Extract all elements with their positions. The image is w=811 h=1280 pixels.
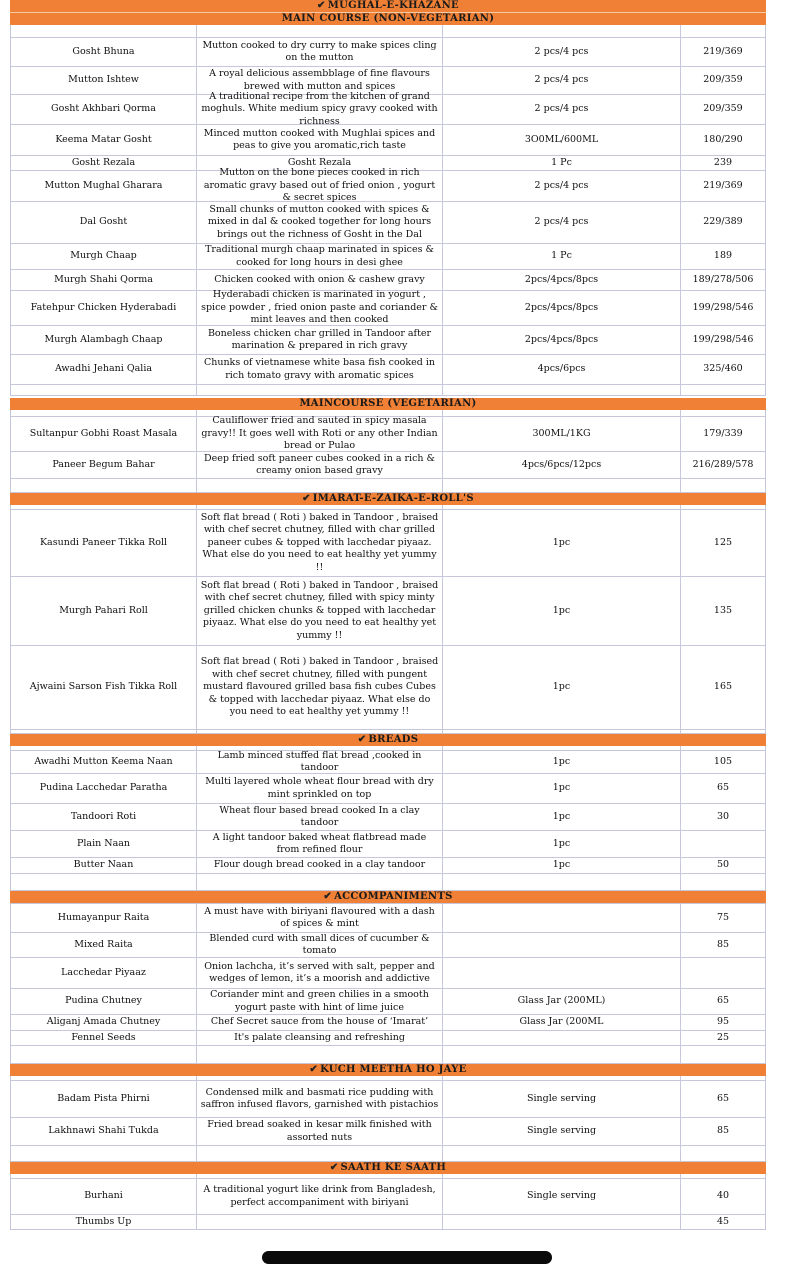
menu-item-row <box>10 167 766 204</box>
item-description: Hyderabadi chicken is marinated in yogurt , spice powder , fried onion paste and coriander & mint leaves and then cooked <box>197 291 443 325</box>
item-price: 189/278/506 <box>681 270 766 290</box>
item-name: Kasundi Paneer Tikka Roll <box>10 510 197 576</box>
item-name: Paneer Begum Bahar <box>10 452 197 478</box>
section-title: ACCOMPANIMENTS <box>334 891 453 902</box>
section-title-line <box>10 0 766 12</box>
item-quantity: 1 Pc <box>443 156 681 170</box>
checkmark-icon: ✔ <box>357 734 367 745</box>
spacer-cell <box>197 874 443 890</box>
section-title-line <box>10 734 766 746</box>
section-header <box>10 398 766 410</box>
menu-item-row <box>10 90 766 127</box>
checkmark-icon: ✔ <box>302 493 311 504</box>
spacer-cell <box>10 479 197 492</box>
section-header <box>10 1162 766 1174</box>
section-title-line <box>10 493 766 505</box>
item-price: 189 <box>681 244 766 269</box>
item-quantity: 3O0ML/600ML <box>443 125 681 155</box>
menu-item-row <box>10 125 766 156</box>
menu-item-row <box>10 270 766 291</box>
spacer-cell <box>443 385 681 395</box>
item-quantity: 1 Pc <box>443 244 681 269</box>
spacer-cell <box>10 25 197 37</box>
item-description: Lamb minced stuffed flat bread ,cooked in tandoor <box>197 751 443 773</box>
item-description: Deep fried soft paneer cubes cooked in a rich & creamy onion based gravy <box>197 452 443 478</box>
item-name: Murgh Pahari Roll <box>10 577 197 645</box>
menu-item-row <box>10 774 766 804</box>
spacer-cell <box>10 410 197 416</box>
item-description: Soft flat bread ( Roti ) baked in Tandoor , braised with chef secret chutney, filled with spicy minty grilled chicken chunks & topped with lacchedar piyaaz. What else do you need to eat healthy yet yummy !! <box>197 577 443 645</box>
spacer-cell <box>197 730 443 733</box>
menu-item-row <box>10 646 766 730</box>
item-price: 180/290 <box>681 125 766 155</box>
spacer-cell <box>197 1046 443 1063</box>
table-spacer-row <box>10 1046 766 1064</box>
item-name: Butter Naan <box>10 858 197 873</box>
menu-item-row <box>10 452 766 479</box>
section-header <box>10 493 766 505</box>
menu-section <box>10 1162 766 1230</box>
item-price: 209/359 <box>681 95 766 124</box>
item-price: 325/460 <box>681 355 766 384</box>
item-price: 30 <box>681 804 766 830</box>
item-description: Soft flat bread ( Roti ) baked in Tandoor , braised with chef secret chutney, filled with pungent mustard flavoured grilled basa fish cubes Cubes & topped with lacchedar piyaaz. What else do you need to eat healthy yet yummy !! <box>197 646 443 729</box>
item-name: Mutton Ishtew <box>10 67 197 94</box>
item-description: Minced mutton cooked with Mughlai spices and peas to give you aromatic,rich taste <box>197 125 443 155</box>
item-quantity: 1pc <box>443 751 681 773</box>
item-price: 65 <box>681 774 766 803</box>
item-name: Aliganj Amada Chutney <box>10 1015 197 1030</box>
section-header <box>10 891 766 903</box>
spacer-cell <box>443 874 681 890</box>
item-description <box>197 1215 443 1229</box>
menu-item-row <box>10 417 766 452</box>
item-description: A traditional yogurt like drink from Bangladesh, perfect accompaniment with biriyani <box>197 1179 443 1214</box>
checkmark-icon: ✔ <box>323 891 333 902</box>
item-quantity: 2 pcs/4 pcs <box>443 95 681 124</box>
spacer-cell <box>681 385 766 395</box>
item-name: Badam Pista Phirni <box>10 1081 197 1117</box>
menu-item-row <box>10 355 766 385</box>
spacer-cell <box>197 479 443 492</box>
menu-item-row <box>10 904 766 933</box>
item-quantity: Single serving <box>443 1179 681 1214</box>
menu-item-row <box>10 751 766 774</box>
menu-item-row <box>10 1118 766 1146</box>
item-name: Dal Gosht <box>10 202 197 243</box>
spacer-cell <box>443 479 681 492</box>
item-quantity: 300ML/1KG <box>443 417 681 451</box>
spacer-cell <box>10 730 197 733</box>
item-name: Keema Matar Gosht <box>10 125 197 155</box>
item-description: Blended curd with small dices of cucumber & tomato <box>197 933 443 957</box>
item-description: Small chunks of mutton cooked with spices & mixed in dal & cooked together for long hours brings out the richness of Gosht in the Dal <box>197 202 443 243</box>
section-title-line <box>10 1064 766 1076</box>
item-description: Gosht Rezala <box>197 156 443 170</box>
item-name: Lacchedar Piyaaz <box>10 958 197 988</box>
table-spacer-row <box>10 25 766 38</box>
item-price: 95 <box>681 1015 766 1030</box>
item-name: Fennel Seeds <box>10 1031 197 1045</box>
item-description: Chicken cooked with onion & cashew gravy <box>197 270 443 290</box>
item-quantity: 2pcs/4pcs/8pcs <box>443 326 681 354</box>
spacer-cell <box>10 1174 197 1178</box>
menu-item-row <box>10 831 766 858</box>
home-indicator-bar[interactable] <box>262 1251 552 1264</box>
menu-section <box>10 734 766 891</box>
spacer-cell <box>681 874 766 890</box>
item-name: Fatehpur Chicken Hyderabadi <box>10 291 197 325</box>
item-description: A royal delicious assembblage of fine flavours brewed with mutton and spices <box>197 67 443 94</box>
spacer-cell <box>10 1076 197 1080</box>
item-price <box>681 831 766 857</box>
spacer-cell <box>197 25 443 37</box>
section-header <box>10 734 766 746</box>
item-name: Mixed Raita <box>10 933 197 957</box>
item-name: Gosht Bhuna <box>10 38 197 66</box>
item-quantity: 1pc <box>443 831 681 857</box>
item-quantity <box>443 904 681 932</box>
menu-item-row <box>10 202 766 244</box>
item-name: Gosht Rezala <box>10 156 197 170</box>
item-name: Murgh Shahi Qorma <box>10 270 197 290</box>
item-price: 85 <box>681 1118 766 1145</box>
menu-item-row <box>10 1031 766 1046</box>
item-description: Chunks of vietnamese white basa fish cooked in rich tomato gravy with aromatic spices <box>197 355 443 384</box>
item-quantity: Single serving <box>443 1081 681 1117</box>
item-name: Awadhi Jehani Qalia <box>10 355 197 384</box>
section-title: MUGHAL-E-KHAZANE <box>327 0 459 11</box>
item-description: Onion lachcha, it’s served with salt, pepper and wedges of lemon, it’s a moorish and addictive <box>197 958 443 988</box>
table-spacer-row <box>10 479 766 493</box>
spacer-cell <box>197 1146 443 1161</box>
item-quantity: 2 pcs/4 pcs <box>443 171 681 201</box>
item-price: 40 <box>681 1179 766 1214</box>
menu-item-row <box>10 1015 766 1031</box>
menu-document <box>10 0 766 1230</box>
spacer-cell <box>681 730 766 733</box>
table-spacer-row <box>10 874 766 891</box>
section-title-line <box>10 398 766 410</box>
item-name: Plain Naan <box>10 831 197 857</box>
item-name: Pudina Lacchedar Paratha <box>10 774 197 803</box>
item-description: Fried bread soaked in kesar milk finished with assorted nuts <box>197 1118 443 1145</box>
menu-item-row <box>10 38 766 67</box>
item-price: 239 <box>681 156 766 170</box>
menu-section <box>10 398 766 493</box>
menu-item-row <box>10 989 766 1015</box>
item-name: Burhani <box>10 1179 197 1214</box>
item-description: Condensed milk and basmati rice pudding with saffron infused flavors, garnished with pistachios <box>197 1081 443 1117</box>
item-quantity: 2 pcs/4 pcs <box>443 38 681 66</box>
section-title: SAATH KE SAATH <box>340 1162 447 1173</box>
item-description: Chef Secret sauce from the house of ‘Imarat’ <box>197 1015 443 1030</box>
spacer-cell <box>197 385 443 395</box>
item-price: 199/298/546 <box>681 326 766 354</box>
item-name: Awadhi Mutton Keema Naan <box>10 751 197 773</box>
item-price: 45 <box>681 1215 766 1229</box>
section-subtitle: MAIN COURSE (NON-VEGETARIAN) <box>10 12 766 25</box>
spacer-cell <box>10 1046 197 1063</box>
spacer-cell <box>10 746 197 750</box>
item-name: Thumbs Up <box>10 1215 197 1229</box>
section-title: BREADS <box>368 734 419 745</box>
spacer-cell <box>10 874 197 890</box>
item-price: 229/389 <box>681 202 766 243</box>
item-quantity: 1pc <box>443 510 681 576</box>
menu-item-row <box>10 958 766 989</box>
item-description: Mutton on the bone pieces cooked in rich aromatic gravy based out of fried onion , yogurt & secret spices <box>197 171 443 201</box>
section-title-line <box>10 1162 766 1174</box>
item-price: 219/369 <box>681 38 766 66</box>
item-name: Mutton Mughal Gharara <box>10 171 197 201</box>
item-price: 216/289/578 <box>681 452 766 478</box>
spacer-cell <box>10 1146 197 1161</box>
spacer-cell <box>197 1174 443 1178</box>
spacer-cell <box>443 746 681 750</box>
spacer-cell <box>681 1046 766 1063</box>
item-description: A must have with biriyani flavoured with a dash of spices & mint <box>197 904 443 932</box>
section-header <box>10 0 766 25</box>
menu-item-row <box>10 577 766 646</box>
menu-item-row <box>10 804 766 831</box>
spacer-cell <box>681 1146 766 1161</box>
item-description: Traditional murgh chaap marinated in spices & cooked for long hours in desi ghee <box>197 244 443 269</box>
item-description: It's palate cleansing and refreshing <box>197 1031 443 1045</box>
spacer-cell <box>681 25 766 37</box>
spacer-cell <box>443 1046 681 1063</box>
item-quantity: 1pc <box>443 577 681 645</box>
item-description: Coriander mint and green chilies in a smooth yogurt paste with hint of lime juice <box>197 989 443 1014</box>
section-title: MAINCOURSE (VEGETARIAN) <box>299 398 477 409</box>
spacer-cell <box>681 410 766 416</box>
menu-item-row <box>10 933 766 958</box>
menu-item-row <box>10 244 766 270</box>
item-description: Multi layered whole wheat flour bread with dry mint sprinkled on top <box>197 774 443 803</box>
item-description: Mutton cooked to dry curry to make spices cling on the mutton <box>197 38 443 66</box>
menu-item-row <box>10 1179 766 1215</box>
item-quantity <box>443 1031 681 1045</box>
item-price: 105 <box>681 751 766 773</box>
table-spacer-row <box>10 385 766 396</box>
spacer-cell <box>681 1076 766 1080</box>
menu-section <box>10 0 766 396</box>
section-header <box>10 1064 766 1076</box>
item-quantity: 2pcs/4pcs/8pcs <box>443 291 681 325</box>
item-quantity: 1pc <box>443 858 681 873</box>
item-description: Boneless chicken char grilled in Tandoor after marination & prepared in rich gravy <box>197 326 443 354</box>
spacer-cell <box>443 25 681 37</box>
spacer-cell <box>10 385 197 395</box>
menu-item-row <box>10 291 766 326</box>
menu-item-row <box>10 510 766 577</box>
item-name: Sultanpur Gobhi Roast Masala <box>10 417 197 451</box>
item-quantity <box>443 958 681 988</box>
section-title-line <box>10 891 766 903</box>
table-spacer-row <box>10 1146 766 1162</box>
menu-section <box>10 493 766 734</box>
item-price: 65 <box>681 989 766 1014</box>
spacer-cell <box>681 1174 766 1178</box>
spacer-cell <box>443 1076 681 1080</box>
spacer-cell <box>681 746 766 750</box>
menu-section <box>10 891 766 1064</box>
spacer-cell <box>197 1076 443 1080</box>
item-quantity: Glass Jar (200ML) <box>443 989 681 1014</box>
menu-item-row <box>10 1081 766 1118</box>
item-quantity: 1pc <box>443 774 681 803</box>
item-quantity <box>443 1215 681 1229</box>
item-quantity: 1pc <box>443 646 681 729</box>
section-title: IMARAT-E-ZAIKA-E-ROLL'S <box>312 493 474 504</box>
item-name: Ajwaini Sarson Fish Tikka Roll <box>10 646 197 729</box>
item-quantity: 2pcs/4pcs/8pcs <box>443 270 681 290</box>
menu-item-row <box>10 1215 766 1230</box>
spacer-cell <box>443 1146 681 1161</box>
spacer-cell <box>443 1174 681 1178</box>
item-price: 25 <box>681 1031 766 1045</box>
item-name: Pudina Chutney <box>10 989 197 1014</box>
item-description: A traditional recipe from the kitchen of grand moghuls. White medium spicy gravy cooked with richness <box>197 95 443 124</box>
spacer-cell <box>443 410 681 416</box>
item-price <box>681 958 766 988</box>
item-description: Wheat flour based bread cooked In a clay tandoor <box>197 804 443 830</box>
menu-item-row <box>10 326 766 355</box>
item-price: 65 <box>681 1081 766 1117</box>
item-description: Cauliflower fried and sauted in spicy masala gravy!! It goes well with Roti or any other Indian bread or Pulao <box>197 417 443 451</box>
item-name: Gosht Akhbari Qorma <box>10 95 197 124</box>
spacer-cell <box>681 505 766 509</box>
checkmark-icon: ✔ <box>329 1162 339 1173</box>
spacer-cell <box>10 505 197 509</box>
item-quantity: Single serving <box>443 1118 681 1145</box>
item-price: 85 <box>681 933 766 957</box>
item-quantity: 2 pcs/4 pcs <box>443 202 681 243</box>
spacer-cell <box>443 505 681 509</box>
item-price: 199/298/546 <box>681 291 766 325</box>
menu-item-row <box>10 858 766 874</box>
menu-section <box>10 1064 766 1162</box>
item-name: Tandoori Roti <box>10 804 197 830</box>
item-name: Lakhnawi Shahi Tukda <box>10 1118 197 1145</box>
item-quantity: 1pc <box>443 804 681 830</box>
item-description: Flour dough bread cooked in a clay tandoor <box>197 858 443 873</box>
item-price: 135 <box>681 577 766 645</box>
spacer-cell <box>443 730 681 733</box>
item-price: 165 <box>681 646 766 729</box>
item-price: 50 <box>681 858 766 873</box>
item-quantity <box>443 933 681 957</box>
item-name: Murgh Alambagh Chaap <box>10 326 197 354</box>
item-quantity: 4pcs/6pcs/12pcs <box>443 452 681 478</box>
spacer-cell <box>197 505 443 509</box>
item-name: Humayanpur Raita <box>10 904 197 932</box>
item-quantity: 4pcs/6pcs <box>443 355 681 384</box>
item-quantity: 2 pcs/4 pcs <box>443 67 681 94</box>
item-description: A light tandoor baked wheat flatbread made from refined flour <box>197 831 443 857</box>
item-description: Soft flat bread ( Roti ) baked in Tandoor , braised with chef secret chutney, filled with char grilled paneer cubes & topped with lacchedar piyaaz. What else do you need to eat healthy yet yummy !! <box>197 510 443 576</box>
item-price: 209/359 <box>681 67 766 94</box>
checkmark-icon: ✔ <box>309 1064 319 1075</box>
item-price: 179/339 <box>681 417 766 451</box>
item-price: 75 <box>681 904 766 932</box>
spacer-cell <box>681 479 766 492</box>
item-name: Murgh Chaap <box>10 244 197 269</box>
item-price: 125 <box>681 510 766 576</box>
item-quantity: Glass Jar (200ML <box>443 1015 681 1030</box>
checkmark-icon: ✔ <box>317 0 326 11</box>
section-title: KUCH MEETHA HO JAYE <box>320 1064 467 1075</box>
item-price: 219/369 <box>681 171 766 201</box>
